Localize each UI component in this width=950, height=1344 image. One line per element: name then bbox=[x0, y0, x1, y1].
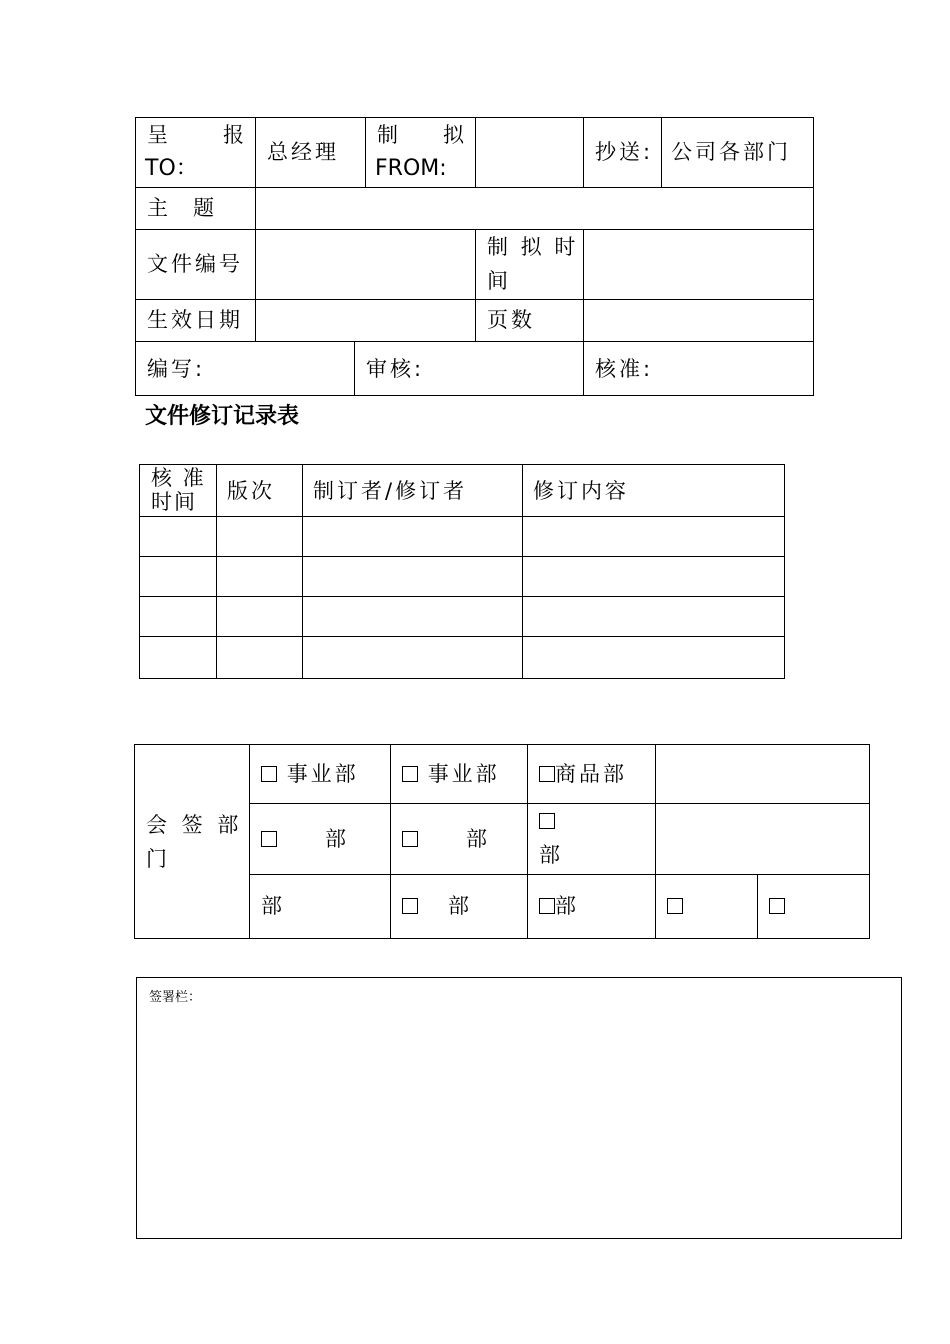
from-label-en: FROM: bbox=[375, 156, 447, 181]
author-label: 编写: bbox=[147, 357, 206, 381]
subject-label: 主 题 bbox=[147, 196, 217, 220]
to-label: 呈 报 bbox=[147, 123, 247, 147]
dept-option-2[interactable]: 事业部 bbox=[402, 757, 500, 791]
col-approve-time-2: 时间 bbox=[151, 490, 197, 514]
dept-option-3[interactable]: 商品部 bbox=[539, 757, 627, 791]
approver-label: 核准: bbox=[595, 357, 654, 381]
col-content: 修订内容 bbox=[533, 479, 629, 503]
countersign-label-2: 门 bbox=[146, 847, 170, 871]
col-author: 制订者/修订者 bbox=[313, 479, 468, 503]
dept-option-7[interactable]: 部 bbox=[261, 894, 285, 918]
table-row[interactable] bbox=[139, 597, 785, 636]
effective-date-label: 生效日期 bbox=[147, 308, 243, 332]
checkbox-icon[interactable] bbox=[261, 831, 277, 847]
checkbox-icon[interactable] bbox=[539, 766, 555, 782]
dept-option-9[interactable]: 部 bbox=[539, 889, 579, 923]
dept-option-5[interactable]: 部 bbox=[402, 822, 490, 856]
dept-option-6[interactable] bbox=[539, 804, 555, 838]
cc-label: 抄送: bbox=[595, 140, 654, 164]
checkbox-icon[interactable] bbox=[539, 898, 555, 914]
dept-option-10[interactable] bbox=[667, 889, 683, 923]
dept-option-1[interactable]: 事业部 bbox=[261, 757, 359, 791]
checkbox-icon[interactable] bbox=[769, 898, 785, 914]
doc-no-label: 文件编号 bbox=[147, 252, 243, 276]
signature-label: 签署栏： bbox=[149, 990, 202, 1005]
to-value: 总经理 bbox=[267, 140, 339, 164]
col-approve-time-1: 核 准 bbox=[151, 466, 206, 490]
countersign-label-1: 会 签 部 bbox=[146, 813, 243, 837]
checkbox-icon[interactable] bbox=[402, 766, 418, 782]
dept-option-11[interactable] bbox=[769, 889, 785, 923]
revision-title: 文件修订记录表 bbox=[145, 404, 300, 429]
cc-value: 公司各部门 bbox=[671, 140, 791, 164]
reviewer-label: 审核: bbox=[366, 357, 425, 381]
checkbox-icon[interactable] bbox=[261, 766, 277, 782]
col-version: 版次 bbox=[227, 479, 275, 503]
dept-option-4[interactable]: 部 bbox=[261, 822, 349, 856]
from-label: 制 拟 bbox=[377, 123, 467, 147]
checkbox-icon[interactable] bbox=[402, 831, 418, 847]
dept-option-8[interactable]: 部 bbox=[402, 889, 472, 923]
checkbox-icon[interactable] bbox=[539, 813, 555, 829]
draft-time-label-2: 间 bbox=[487, 269, 511, 293]
checkbox-icon[interactable] bbox=[667, 898, 683, 914]
dept-option-6-label: 部 bbox=[539, 843, 563, 867]
pages-label: 页数 bbox=[487, 308, 535, 332]
draft-time-label-1: 制 拟 时 bbox=[487, 235, 579, 259]
checkbox-icon[interactable] bbox=[402, 898, 418, 914]
table-row[interactable] bbox=[139, 557, 785, 596]
signature-box[interactable] bbox=[136, 977, 902, 1239]
table-row[interactable] bbox=[139, 637, 785, 678]
table-row[interactable] bbox=[139, 517, 785, 556]
to-label-en: TO： bbox=[145, 156, 198, 181]
